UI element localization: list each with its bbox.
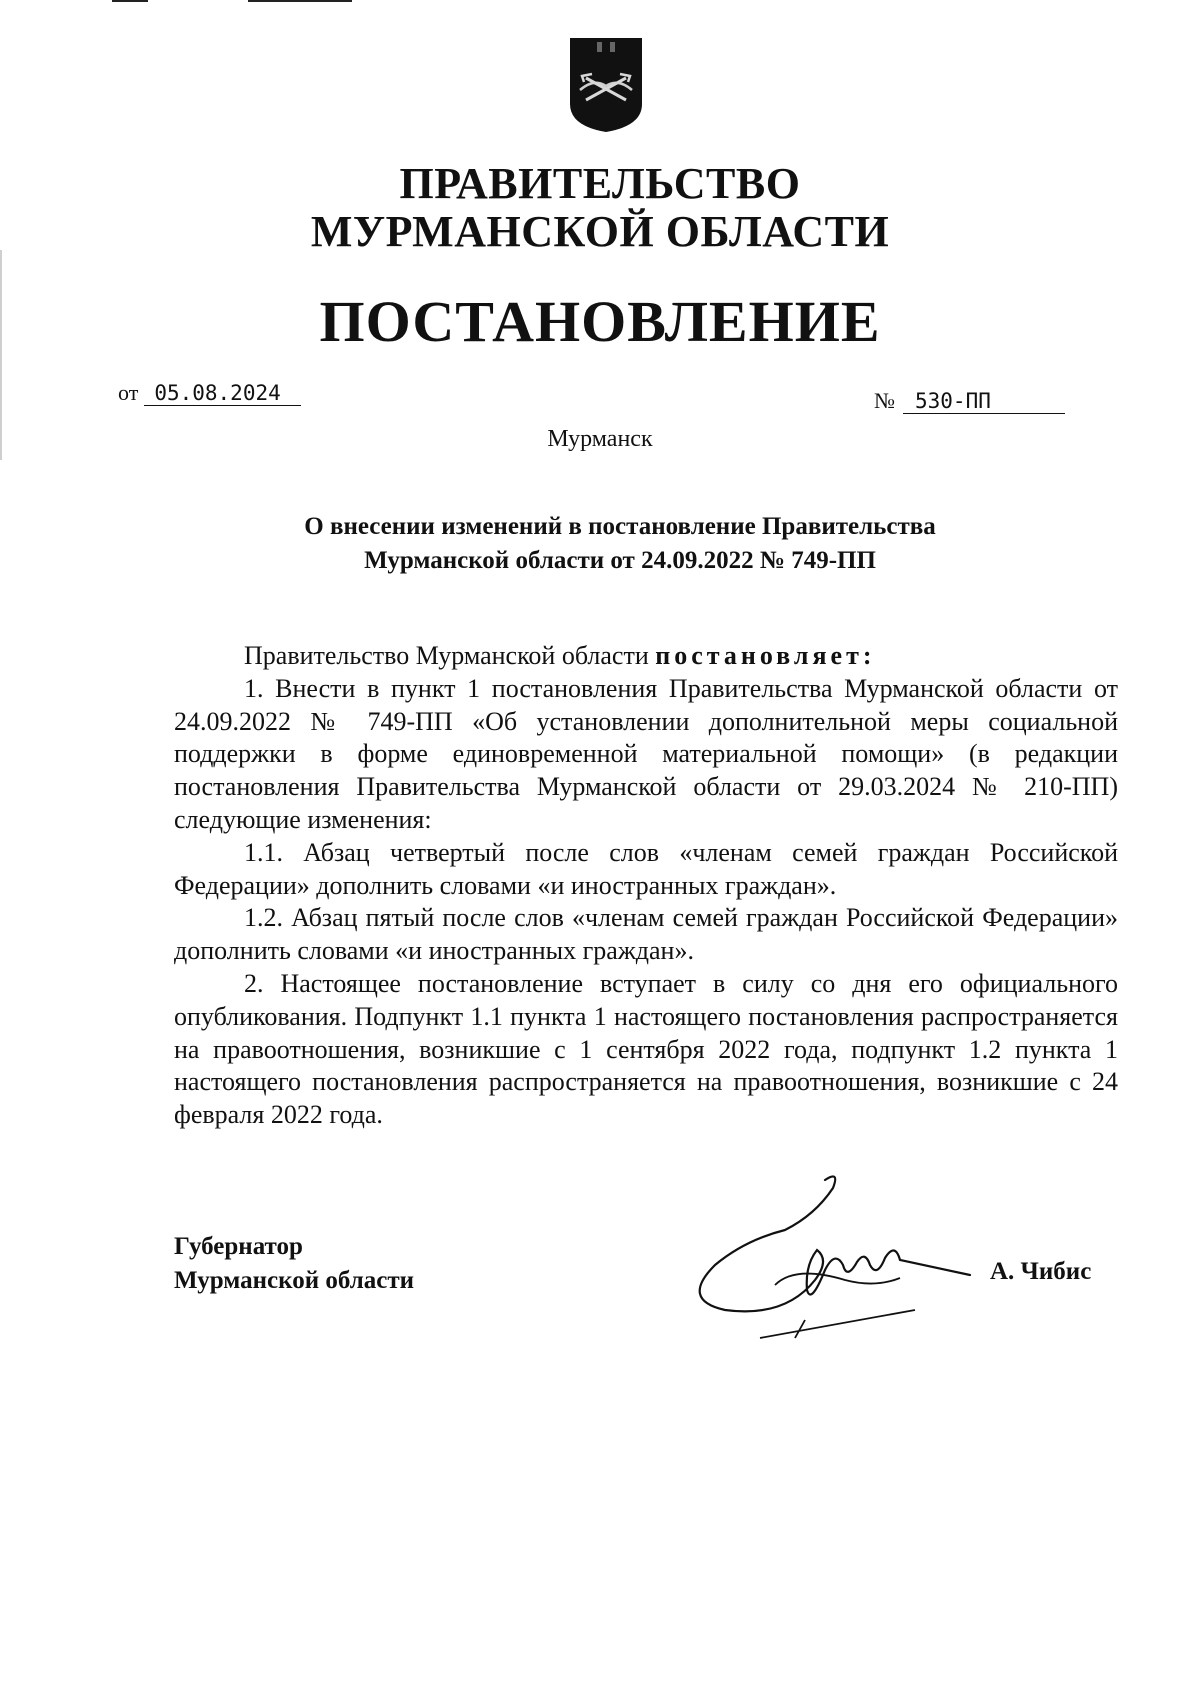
city: Мурманск — [547, 426, 653, 452]
scan-artifact — [248, 0, 352, 2]
intro-verb: постановляет: — [655, 641, 876, 670]
document-type: ПОСТАНОВЛЕНИЕ — [319, 289, 881, 354]
scan-artifact — [0, 250, 2, 460]
scan-artifact — [112, 0, 148, 2]
body-intro — [174, 640, 1118, 673]
subject-line: О внесении изменений в постановление Правительства — [304, 513, 936, 540]
intro-text: Правительство Мурманской области — [244, 641, 649, 670]
signer-position-line: Губернатор — [174, 1233, 303, 1260]
handwritten-signature — [665, 1170, 975, 1350]
document-number — [874, 388, 1065, 414]
body-paragraph: 1.2. Абзац пятый после слов «членам семей граждан Российской Федерации» дополнить словами «и иностранных граждан». — [174, 903, 1118, 966]
document-subject — [240, 510, 1000, 578]
body-paragraph: 1. Внести в пункт 1 постановления Правительства Мурманской области от 24.09.2022 № 749-ПП «Об установлении дополнительной меры социальной поддержки в форме единовременной материальной помощи» (в редакции постановления Правительства Мурманской области от 29.03.2024 № 210-ПП) следующие изменения: — [174, 673, 1118, 834]
signer-position — [174, 1230, 414, 1298]
government-title — [300, 160, 900, 256]
document-body — [174, 640, 1118, 1132]
date-prefix: от — [118, 380, 139, 405]
number-prefix: № — [874, 388, 895, 413]
body-paragraph: 2. Настоящее постановление вступает в силу со дня его официального опубликования. Подпункт 1.1 пункта 1 настоящего постановления распространяется на правоотношения, возникшие с 1 сентября 2022 года, подпункт 1.2 пункта 1 настоящего постановления распространяется на правоотношения, возникшие с 24 февраля 2022 года. — [174, 968, 1118, 1130]
number-value: 530-ПП — [903, 389, 1065, 414]
government-title-line: ПРАВИТЕЛЬСТВО — [399, 159, 801, 208]
date-value: 05.08.2024 — [144, 381, 300, 406]
signer-position-line: Мурманской области — [174, 1267, 415, 1294]
document-date — [118, 380, 301, 406]
government-title-line: МУРМАНСКОЙ ОБЛАСТИ — [310, 207, 890, 256]
signer-name: А. Чибис — [990, 1258, 1092, 1285]
body-paragraph: 1.1. Абзац четвертый после слов «членам семей граждан Российской Федерации» дополнить словами «и иностранных граждан». — [174, 837, 1118, 900]
subject-line: Мурманской области от 24.09.2022 № 749-ПП — [364, 547, 876, 574]
coat-of-arms-emblem — [566, 34, 646, 134]
